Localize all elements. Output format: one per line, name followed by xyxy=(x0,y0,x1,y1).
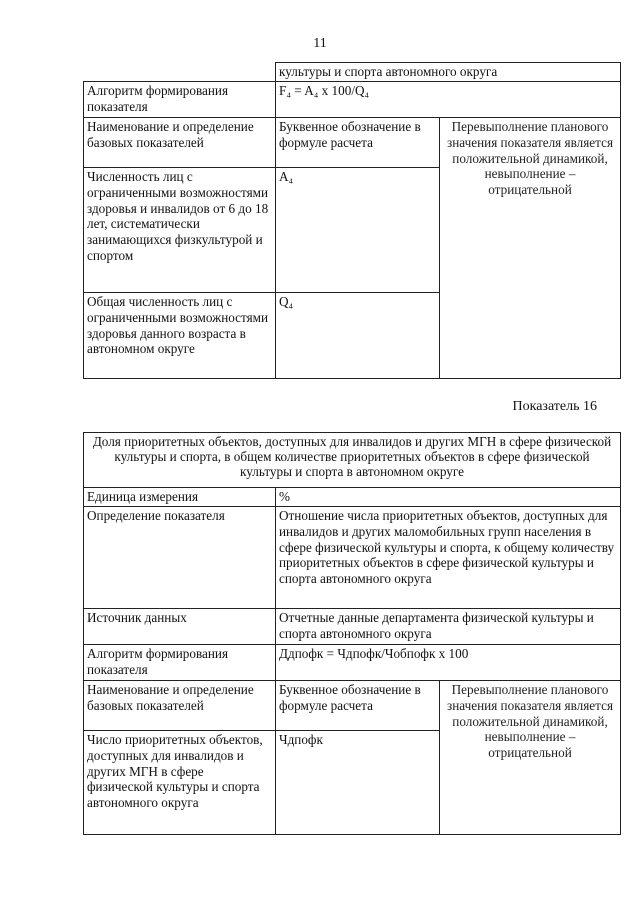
indicator-title: Доля приоритетных объектов, доступных для инвалидов и других МГН в сфере физической культуры и спорта, в общем количестве приоритетных объектов в сфере физической культуры и спорта в автономном округе xyxy=(84,433,621,488)
row-label: Алгоритм формирования показателя xyxy=(84,81,276,117)
dynamics-note: Перевыполнение планового значения показателя является положительной динамикой, невыполнение – отрицательной xyxy=(440,117,621,378)
row-label: Определение показателя xyxy=(84,506,276,608)
base-indicator-symbol: A₄ xyxy=(276,167,440,292)
indicator-label: Показатель 16 xyxy=(512,399,597,414)
column-header: Буквенное обозначение в формуле расчета xyxy=(276,680,440,730)
dynamics-note: Перевыполнение планового значения показателя является положительной динамикой, невыполнение – отрицательной xyxy=(440,680,621,834)
base-indicator-symbol: Q₄ xyxy=(276,292,440,378)
row-label: Единица измерения xyxy=(84,488,276,507)
base-indicator-name: Общая численность лиц с ограниченными возможностями здоровья данного возраста в автономном округе xyxy=(84,292,276,378)
indicator-16-table xyxy=(83,432,621,835)
row-label: Наименование и определение базовых показателей xyxy=(84,680,276,730)
unit-value: % xyxy=(276,488,621,507)
base-indicator-name: Число приоритетных объектов, доступных для инвалидов и других МГН в сфере физической культуры и спорта автономного округа xyxy=(84,730,276,834)
base-indicator-symbol: Чдпофк xyxy=(276,730,440,834)
page-number: 11 xyxy=(313,36,327,51)
row-label: Алгоритм формирования показателя xyxy=(84,644,276,680)
base-indicator-name: Численность лиц с ограниченными возможностями здоровья и инвалидов от 6 до 18 лет, систематически занимающихся физкультурой и спортом xyxy=(84,167,276,292)
indicator-table-continued xyxy=(83,62,621,379)
formula: F₄ = A₄ x 100/Q₄ xyxy=(276,81,621,117)
row-label: Наименование и определение базовых показателей xyxy=(84,117,276,167)
continuation-text: культуры и спорта автономного округа xyxy=(276,63,621,82)
definition-value: Отношение числа приоритетных объектов, доступных для инвалидов и других маломобильных групп населения в сфере физической культуры и спорта, к общему количеству приоритетных объектов в сфере физической культуры и спорта автономного округа xyxy=(276,506,621,608)
column-header: Буквенное обозначение в формуле расчета xyxy=(276,117,440,167)
data-source-value: Отчетные данные департамента физической культуры и спорта автономного округа xyxy=(276,608,621,644)
formula: Ддпофк = Чдпофк/Чобпофк x 100 xyxy=(276,644,621,680)
row-label: Источник данных xyxy=(84,608,276,644)
